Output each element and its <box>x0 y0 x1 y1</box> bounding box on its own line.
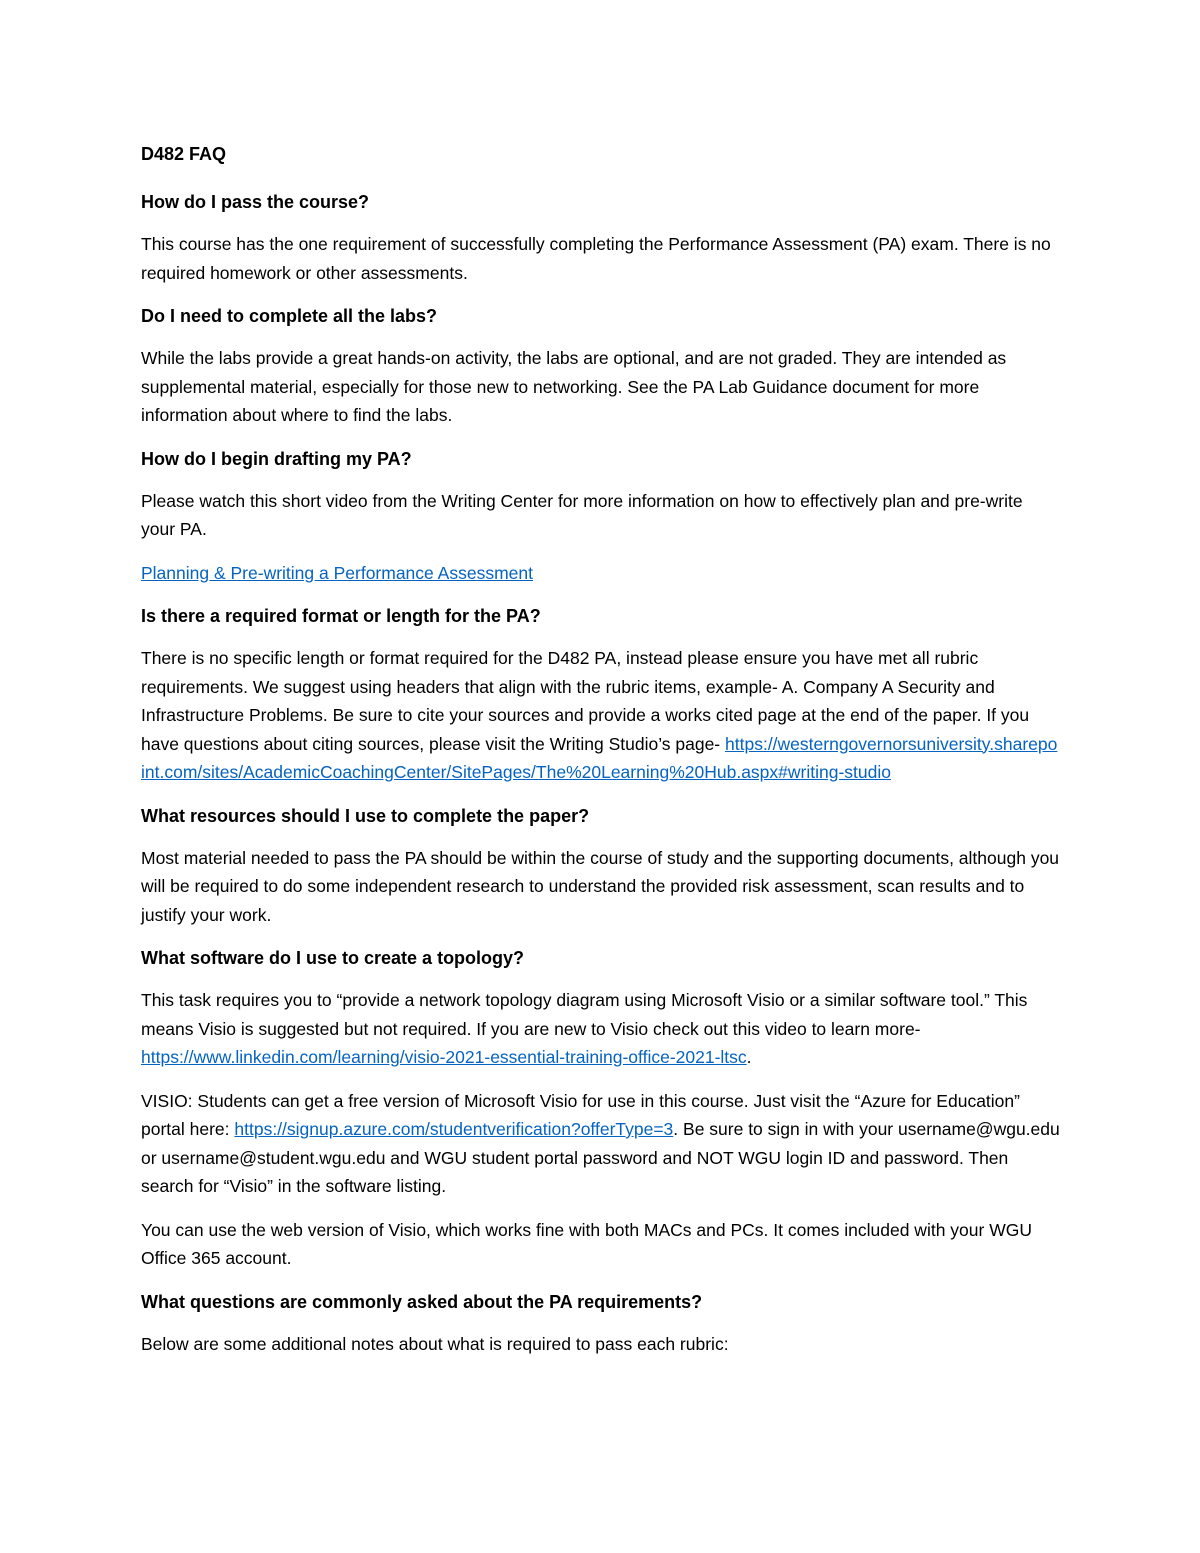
document-title: D482 FAQ <box>141 144 227 164</box>
azure-signup-link[interactable]: https://signup.azure.com/studentverification?offerType=3 <box>234 1119 674 1139</box>
faq-answer-topology <box>141 986 1061 1072</box>
writing-studio-link[interactable]: https://westerngovernorsuniversity.sharepoint.com/sites/AcademicCoachingCenter/SitePages/The%20Learning%20Hub.aspx#writing-studio <box>141 733 1058 782</box>
document-page <box>141 140 1061 1373</box>
faq-visio-web-paragraph: You can use the web version of Visio, which works fine with both MACs and PCs. It comes included with your WGU Office 365 account. <box>141 1219 1032 1268</box>
faq-link-paragraph-drafting <box>141 559 1061 588</box>
faq-answer-resources: Most material needed to pass the PA should be within the course of study and the supporting documents, although you will be required to do some independent research to understand the provided risk assessment, scan results and to justify your work. <box>141 847 1060 925</box>
faq-heading-labs: Do I need to complete all the labs? <box>141 306 438 326</box>
faq-visio-paragraph <box>141 1087 1061 1201</box>
faq-answer-topology-text: This task requires you to “provide a network topology diagram using Microsoft Visio or a similar software tool.” This means Visio is suggested but not required. If you are new to Visio check out this video to learn more- <box>141 990 1028 1039</box>
faq-heading-pass-course: How do I pass the course? <box>141 192 370 212</box>
faq-answer-labs: While the labs provide a great hands-on activity, the labs are optional, and are not graded. They are intended as supplemental material, especially for those new to networking. See the PA Lab Guidance document for more information about where to find the labs. <box>141 348 1007 425</box>
planning-prewriting-link[interactable]: Planning & Pre-writing a Performance Assessment <box>141 562 533 583</box>
faq-answer-drafting: Please watch this short video from the Writing Center for more information on how to effectively plan and pre-write your PA. <box>141 490 1023 539</box>
faq-answer-pass-course: This course has the one requirement of successfully completing the Performance Assessment (PA) exam. There is no required homework or other assessments. <box>141 234 1051 283</box>
faq-heading-resources: What resources should I use to complete the paper? <box>141 805 590 826</box>
faq-heading-requirements: What questions are commonly asked about the PA requirements? <box>141 1291 703 1312</box>
faq-answer-topology-end: . <box>746 1047 752 1067</box>
faq-heading-drafting: How do I begin drafting my PA? <box>141 448 412 469</box>
faq-visio-text: VISIO: Students can get a free version of Microsoft Visio for use in this course. Just visit the “Azure for Education” portal here: <box>141 1090 1020 1139</box>
faq-heading-format: Is there a required format or length for the PA? <box>141 606 541 626</box>
linkedin-visio-link[interactable]: https://www.linkedin.com/learning/visio-2021-essential-training-office-2021-ltsc <box>141 1047 747 1067</box>
faq-visio-text-end: . Be sure to sign in with your username@wgu.edu or username@student.wgu.edu and WGU student portal password and NOT WGU login ID and password. Then search for “Visio” in the software listing. <box>141 1119 1060 1196</box>
faq-heading-topology: What software do I use to create a topology? <box>141 948 525 968</box>
faq-answer-format <box>141 644 1061 787</box>
faq-answer-requirements: Below are some additional notes about what is required to pass each rubric: <box>141 1333 729 1354</box>
faq-answer-format-text: There is no specific length or format required for the D482 PA, instead please ensure you have met all rubric requirements. We suggest using headers that align with the rubric items, example- A. Company A Security and Infrastructure Problems. Be sure to cite your sources and provide a works cited page at the end of the paper. If you have questions about citing sources, please visit the Writing Studio’s page- <box>141 648 1030 754</box>
